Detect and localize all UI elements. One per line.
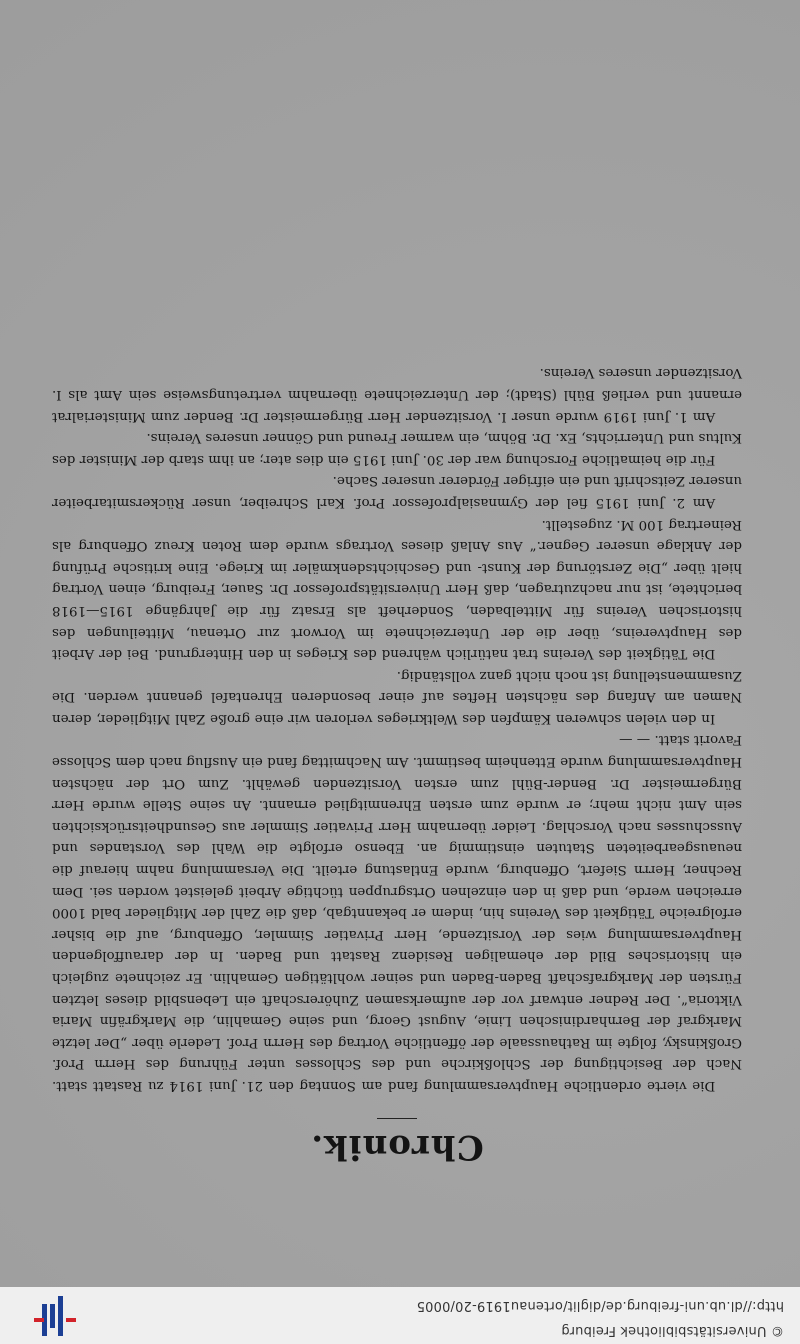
university-logo-icon [34,1296,76,1336]
page-title: Chronik. [310,1127,484,1167]
paragraph: Die vierte ordentliche Hauptversammlung fand am Sonntag den 21. Juni 1914 zu Rastatt statt. Nach der Besichtigung der Schloßkirche und des Schlosses unter Führung des Herrn Prof. Großkinsky, folgte im Rathaussaale der öffentliche Vortrag des Herrn Prof. Lederle über „Der letzte Markgraf der Bernhardinischen Linie, August Georg, und seine Gemahlin, die Markgräfin Maria Viktoria“. Der Redner entwarf vor der aufmerksamen Zuhörerschaft ein Lebensbild dieses letzten Fürsten der Markgrafschaft Baden-Baden und seiner wohltätigen Gemahlin. Er zeichnete zugleich ein historisches Bild der ehemaligen Residenz Rastatt und Baden. In der darauffolgenden Hauptversammlung wies der Vorsitzende, Herr Privatier Simmler, Offenburg, auf die bisher erfolgreiche Tätigkeit des Vereins hin, indem er bekanntgab, daß die Zahl der Mitglieder bald 1000 erreichen werde, und daß in den einzelnen Ortsgruppen tüchtige Arbeit geleistet worden sei. Dem Rechner, Herrn Siefert, Offenburg, wurde Entlastung erteilt. Die Versammlung nahm hierauf die neuausgearbeiteten Statuten einstimmig an. Ebenso erfolgte die Wahl des Vorstandes und Ausschusses nach Vorschlag. Leider übernahm Herr Privatier Simmler aus Gesundheitsrücksichten sein Amt nicht mehr; er wurde zum ersten Ehrenmitglied ernannt. An seine Stelle wurde Herr Bürgermeister Dr. Bender-Bühl zum ersten Vorsitzenden gewählt. Zum Ort der nächsten Hauptversammlung wurde Ettenheim bestimmt. Am Nachmittag fand ein Ausflug nach dem Schlosse Favorit statt. — — [52,732,742,1093]
permalink-url[interactable]: http://dl.ub.uni-freiburg.de/diglit/ortenau1919-20/0005 [416,1298,784,1313]
paragraph: Am 1. Juni 1919 wurde unser I. Vorsitzender Herr Bürgermeister Dr. Bender zum Ministerialrat ernannt und verließ Bühl (Stadt); der Unterzeichnete übernahm vertretungsweise sein Amt als I. Vorsitzender unseres Vereins. [52,365,742,424]
paragraph: Die Tätigkeit des Vereins trat natürlich während des Krieges in den Hintergrund. Bei der Arbeit des Hauptvereins, über die der Unterzeichnete im Vorwort zur Ortenau, Mitteilungen des historischen Vereins für Mittelbaden, Sonderheft als Ersatz für die Jahrgänge 1915—1918 berichtete, ist nur nachzutragen, daß Herr Universitätsprofessor Dr. Sauer, Freiburg, einen Vortrag hielt über „Die Zerstörung der Kunst- und Geschichtsdenkmäler im Kriege. Eine kritische Prüfung der Anklage unserer Gegner.“ Aus Anlaß dieses Vortrags wurde dem Roten Kreuz Offenburg als Reinertrag 100 M. zugestellt. [52,516,742,662]
viewer-header [0,1287,800,1344]
paragraph: Am 2. Juni 1915 fiel der Gymnasialprofessor Prof. Karl Schreiber, unser Rückersmitarbeiter unserer Zeitschrift und ein eifriger Förderer unserer Sache. [52,473,742,510]
paragraph: Für die heimatliche Forschung war der 30. Juni 1915 ein dies ater; an ihm starb der Minister des Kultus und Unterrichts, Ex. Dr. Böhm, ein warmer Freund und Gönner unseres Vereins. [52,430,742,467]
copyright-notice: © Universitätsbibliothek Freiburg [561,1323,784,1338]
title-rule [377,1118,417,1119]
paragraph: In den vielen schweren Kämpfen des Weltkrieges verloren wir eine große Zahl Mitglieder, deren Namen am Anfang des nächsten Heftes auf einer besonderen Ehrentafel genannt werden. Die Zusammenstellung ist noch nicht ganz vollständig. [52,667,742,726]
page-text [52,362,742,1167]
